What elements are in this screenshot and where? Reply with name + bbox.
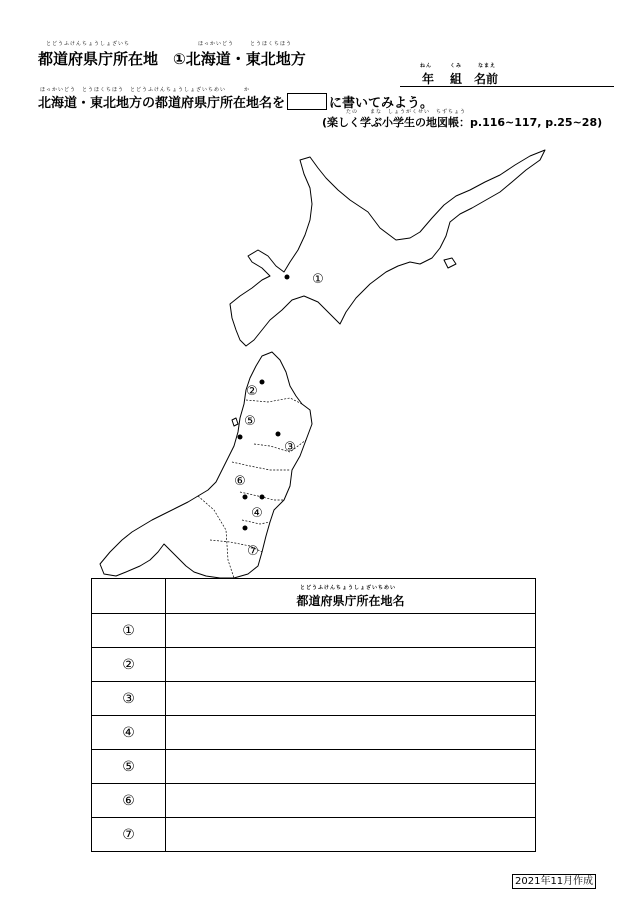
capital-dot-6 <box>243 495 248 500</box>
title-ruby-hokkaido: ほっかいどう <box>198 41 235 47</box>
table-row <box>92 682 536 716</box>
name-label: 名前 <box>474 72 499 86</box>
page-title: 都道府県庁所在地 ①北海道・東北地方 <box>38 50 306 68</box>
answer-cell[interactable] <box>166 716 536 750</box>
capital-dot-4 <box>260 495 265 500</box>
map-marker-7: ⑦ <box>247 544 259 559</box>
table-header-blank <box>92 579 166 614</box>
row-number: ④ <box>92 716 166 750</box>
table-row <box>92 818 536 852</box>
table-header-row <box>92 579 536 614</box>
reference-ruby: たの まな しょうがくせい ちずちょう <box>346 109 467 115</box>
tohoku-outline <box>100 352 312 578</box>
table-row <box>92 614 536 648</box>
table-header-label: 都道府県庁所在地名 <box>296 593 405 608</box>
map-marker-1: ① <box>312 272 324 287</box>
answer-cell[interactable] <box>166 682 536 716</box>
map-marker-5: ⑤ <box>244 414 256 429</box>
title-ruby: とどうふけんちょうしょざいち <box>46 41 131 47</box>
map-marker-3: ③ <box>284 440 296 455</box>
row-number: ⑤ <box>92 750 166 784</box>
table-header <box>166 579 536 614</box>
map-marker-2: ② <box>246 384 258 399</box>
row-number: ⑦ <box>92 818 166 852</box>
capital-dot-3 <box>276 432 281 437</box>
map-marker-6: ⑥ <box>234 474 246 489</box>
class-ruby: くみ <box>450 63 463 69</box>
row-number: ② <box>92 648 166 682</box>
year-label: 年 <box>422 72 435 86</box>
answer-cell[interactable] <box>166 784 536 818</box>
capital-dot-1 <box>285 275 290 280</box>
table-row <box>92 784 536 818</box>
answer-cell[interactable] <box>166 750 536 784</box>
blank-box <box>287 93 327 110</box>
year-ruby: ねん <box>420 63 433 69</box>
instruction-prefix: 北海道・東北地方の都道府県庁所在地名を <box>38 96 286 111</box>
row-number: ① <box>92 614 166 648</box>
capital-dot-7 <box>243 526 248 531</box>
map-marker-4: ④ <box>251 506 263 521</box>
hokkaido-tohoku-map <box>90 140 550 580</box>
table-row <box>92 716 536 750</box>
table-row <box>92 750 536 784</box>
atlas-reference: (楽しく学ぶ小学生の地図帳：p.116~117, p.25~28) <box>322 116 603 129</box>
capital-dot-5 <box>238 435 243 440</box>
title-ruby-tohoku: とうほくちほう <box>250 41 293 47</box>
row-number: ⑥ <box>92 784 166 818</box>
created-date: 2021年11月作成 <box>512 874 596 889</box>
student-name-area[interactable] <box>400 63 614 87</box>
answer-cell[interactable] <box>166 614 536 648</box>
row-number: ③ <box>92 682 166 716</box>
instruction-ruby: ほっかいどう とうほくちほう とどうふけんちょうしょざいちめい か <box>40 87 251 93</box>
name-ruby: なまえ <box>478 63 497 69</box>
answer-table <box>91 578 536 852</box>
answer-cell[interactable] <box>166 818 536 852</box>
answer-cell[interactable] <box>166 648 536 682</box>
instruction-suffix: に書いてみよう。 <box>329 96 434 111</box>
capital-dot-2 <box>260 380 265 385</box>
table-header-ruby: とどうふけんちょうしょざいちめい <box>300 585 397 591</box>
table-row <box>92 648 536 682</box>
class-label: 組 <box>450 72 463 86</box>
hokkaido-outline <box>230 150 545 346</box>
